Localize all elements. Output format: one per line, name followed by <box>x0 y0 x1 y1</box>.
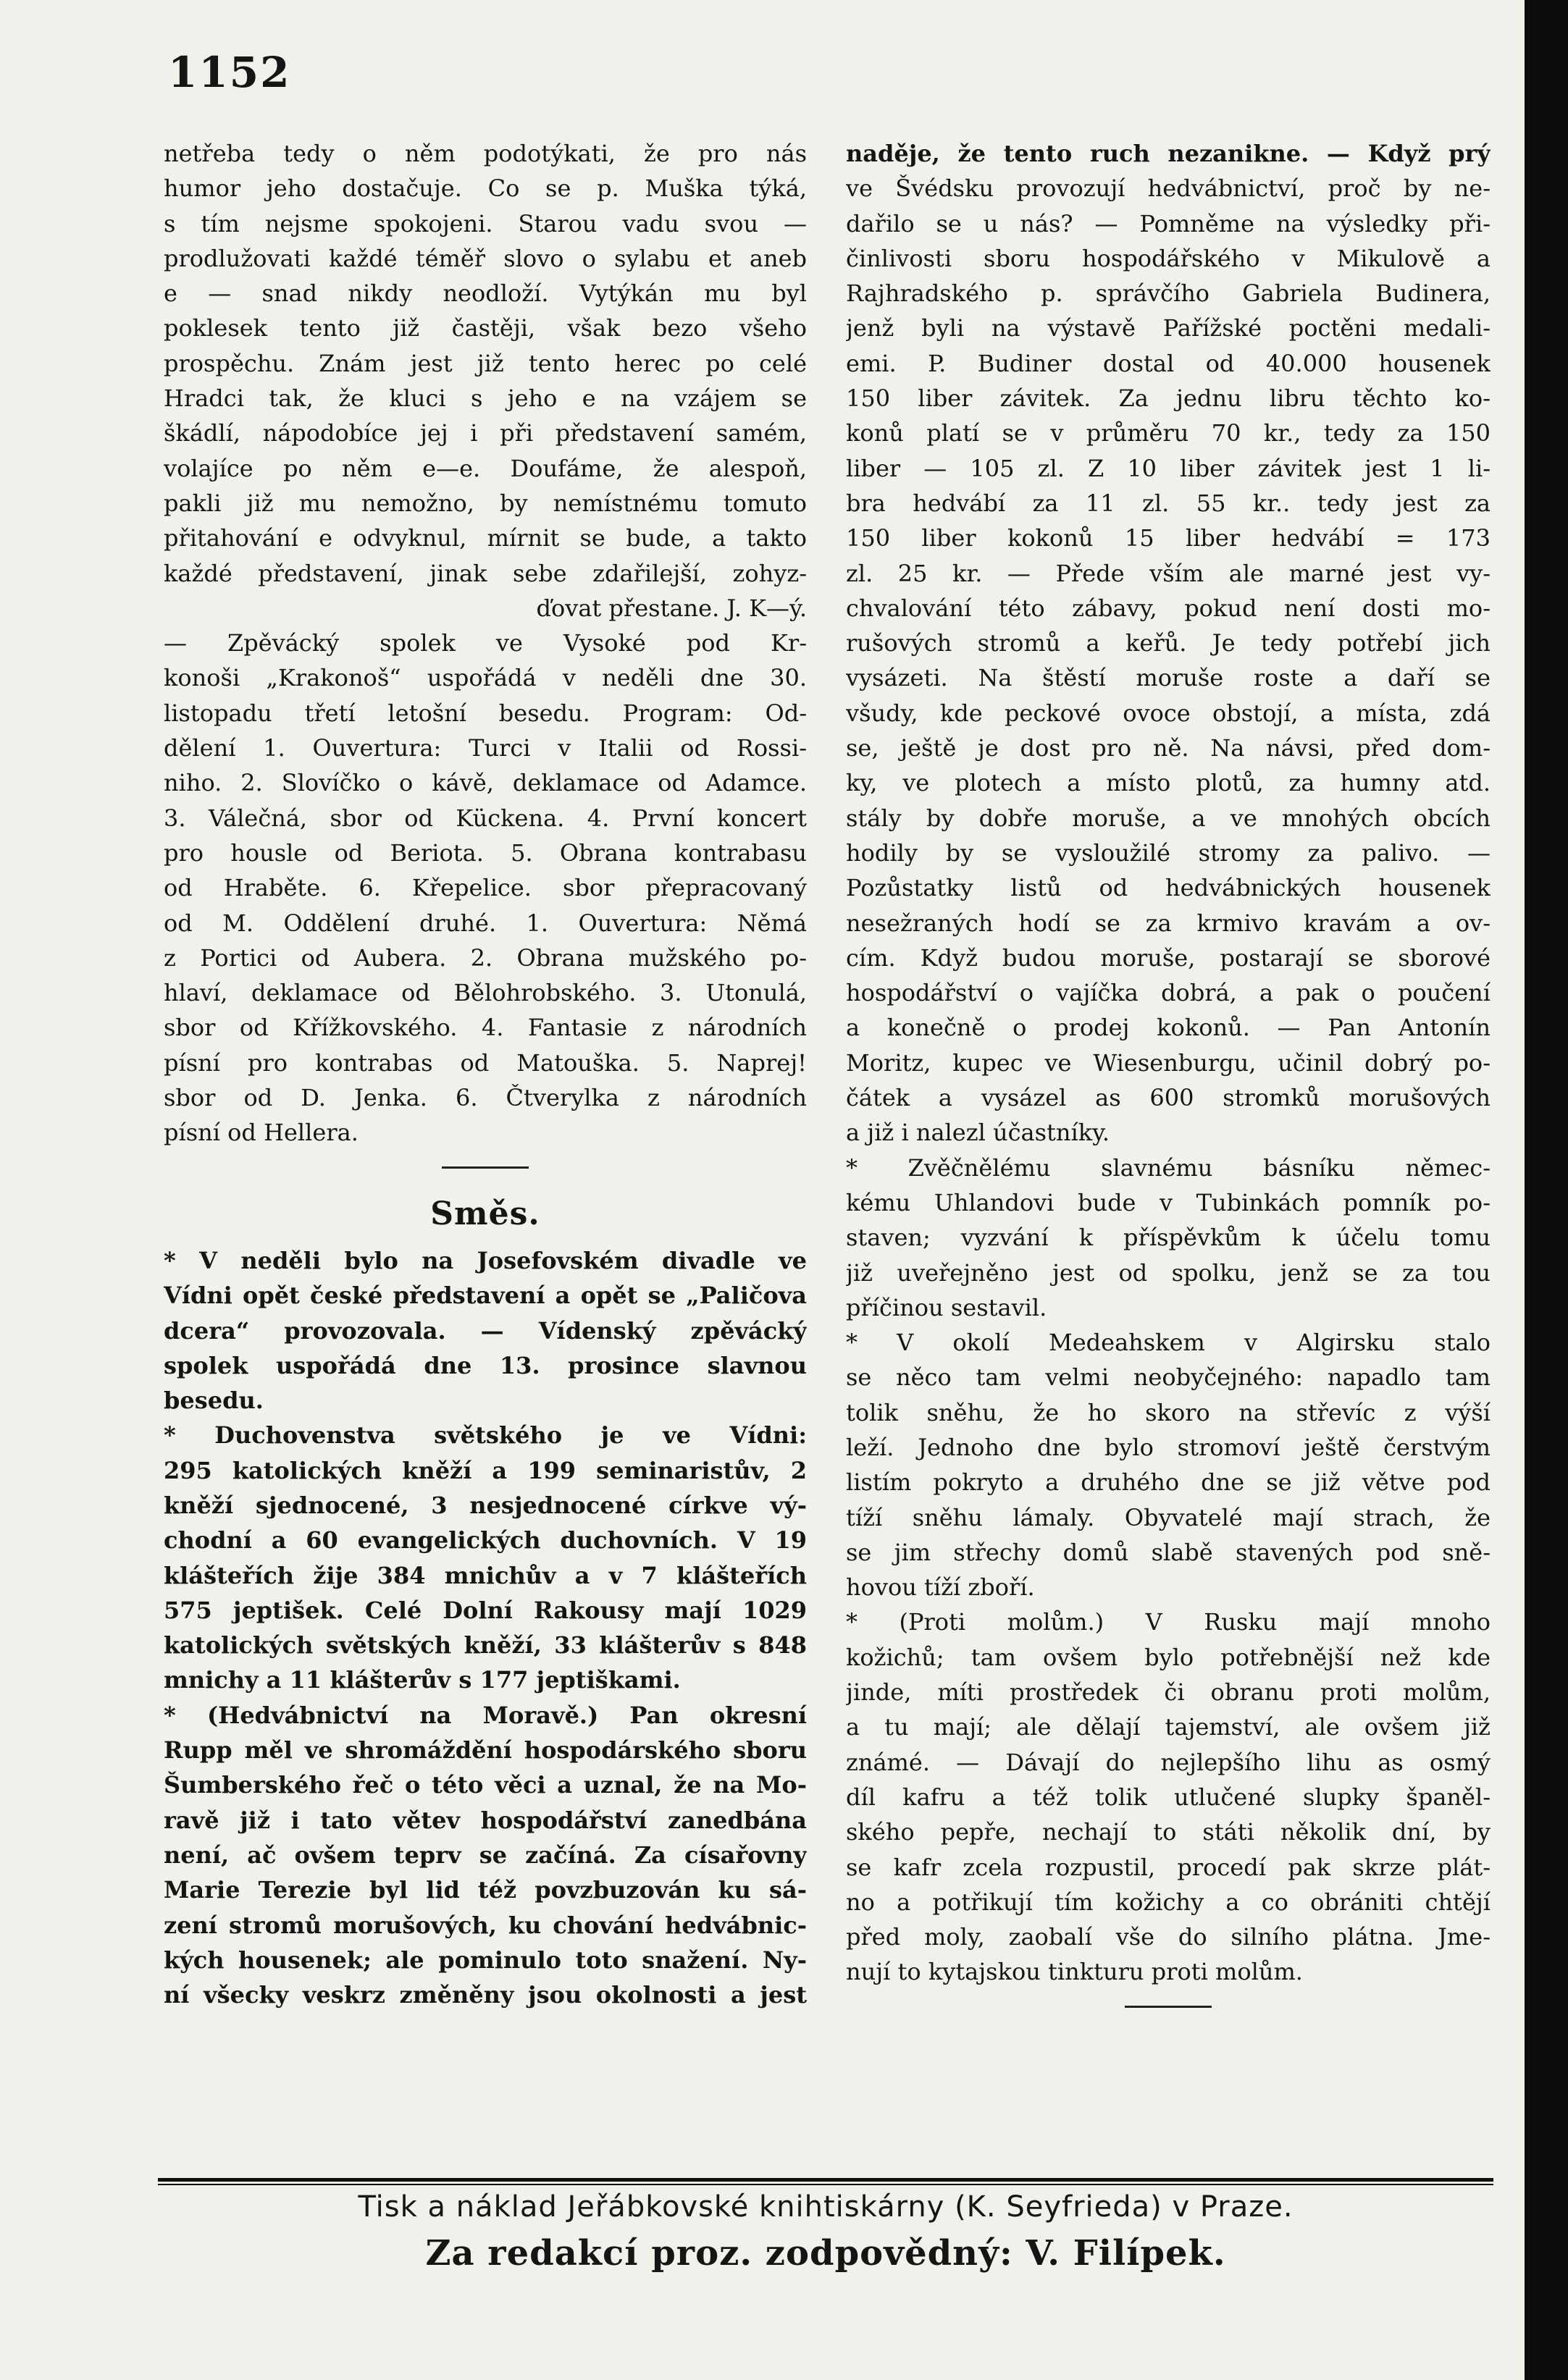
left-column-part-1 <box>164 136 807 1151</box>
text-line: prospěchu. Znám jest již tento herec po celé <box>164 349 807 377</box>
separator-rule <box>164 1151 807 1185</box>
text-line: kněží sjednocené, 3 nesjednocené církve vý- <box>164 1491 807 1519</box>
text-line: hovou tíží zboří. <box>846 1573 1035 1602</box>
scan-edge <box>1525 0 1568 2380</box>
text-line: známé. — Dávají do nejlepšího lihu as osmý <box>846 1748 1491 1776</box>
text-line: Marie Terezie byl lid též povzbuzován ku sá- <box>164 1876 807 1904</box>
end-separator-rule <box>846 1990 1491 2024</box>
text-line: hospodářství o vajíčka dobrá, a pak o poučení <box>846 979 1491 1007</box>
text-line: leží. Jednoho dne bylo stromoví ještě čerstvým <box>846 1433 1491 1461</box>
text-line: písní pro kontrabas od Matouška. 5. Naprej! <box>164 1048 807 1077</box>
text-line: netřeba tedy o něm podotýkati, že pro nás <box>164 140 807 167</box>
text-line: spolek uspořádá dne 13. prosince slavnou <box>164 1351 807 1379</box>
text-line: činlivosti sboru hospodářského v Mikulově a <box>846 244 1491 272</box>
text-line: ní všecky veskrz změněny jsou okolnosti a jest <box>164 1981 807 2009</box>
text-line: kému Uhlandovi bude v Tubinkách pomník po- <box>846 1188 1491 1216</box>
section-heading: Směs. <box>430 1195 540 1232</box>
text-line: Hradci tak, že kluci s jeho e na vzájem se <box>164 384 807 413</box>
text-line: * Duchovenstva světského je ve Vídni: <box>164 1421 807 1450</box>
text-line: 150 liber kokonů 15 liber hedvábí = 173 <box>846 524 1491 552</box>
text-line: * V neděli bylo na Josefovském divadle ve <box>164 1246 807 1274</box>
text-line: 295 katolických kněží a 199 seminaristův, 2 <box>164 1456 807 1484</box>
footer-rule-thin <box>158 2184 1493 2185</box>
text-line: vysázeti. Na štěstí moruše roste a daří se <box>846 664 1491 692</box>
text-line: hlaví, deklamace od Bělohrobského. 3. Utonulá, <box>164 979 807 1007</box>
page-number: 1152 <box>168 48 291 97</box>
text-line: listopadu třetí letošní besedu. Program: Od- <box>164 699 807 727</box>
text-line: * V okolí Medeahskem v Algirsku stalo <box>846 1329 1491 1357</box>
text-line: e — snad nikdy neodloží. Vytýkán mu byl <box>164 279 807 308</box>
text-line: nují to kytajskou tinkturu proti molům. <box>846 1958 1303 1986</box>
text-line: chodní a 60 evangelických duchovních. V 19 <box>164 1526 807 1555</box>
right-column <box>846 136 1491 2024</box>
text-line: škádlí, nápodobíce jej i při představení samém, <box>164 419 807 447</box>
text-line: rušových stromů a keřů. Je tedy potřebí jich <box>846 629 1491 657</box>
text-line: a konečně o prodej kokonů. — Pan Antonín <box>846 1014 1491 1042</box>
text-line: katolických světských kněží, 33 klášterův s 848 <box>164 1631 807 1660</box>
text-line: emi. P. Budiner dostal od 40.000 housenek <box>846 349 1491 377</box>
text-line: tíží sněhu lámaly. Obyvatelé mají strach, že <box>846 1503 1491 1531</box>
text-line: jinde, míti prostředek či obranu proti molům, <box>846 1678 1491 1707</box>
text-line: díl kafru a též tolik utlučené slupky španěl- <box>846 1783 1491 1811</box>
text-line: mnichy a 11 klášterův s 177 jeptiškami. <box>164 1666 681 1694</box>
text-line: tolik sněhu, že ho skoro na střevíc z výší <box>846 1398 1491 1426</box>
text-line: od Hraběte. 6. Křepelice. sbor přepracovaný <box>164 874 807 902</box>
text-line: staven; vyzvání k příspěvkům k účelu tomu <box>846 1224 1491 1252</box>
text-line: chvalování této zábavy, pokud není dosti mo- <box>846 594 1491 622</box>
text-line: písní od Hellera. <box>164 1119 359 1147</box>
text-line: příčinou sestavil. <box>846 1293 1047 1321</box>
text-line: Šumberského řeč o této věci a uznal, že na Mo- <box>164 1771 807 1799</box>
text-line: listím pokryto a druhého dne se již větve pod <box>846 1468 1491 1497</box>
text-line: dcera“ provozovala. — Vídenský zpěvácký <box>164 1316 807 1345</box>
text-line: Rajhradského p. správčího Gabriela Budinera, <box>846 279 1491 308</box>
text-line: se jim střechy domů slabě stavených pod sně- <box>846 1538 1491 1566</box>
text-line: Rupp měl ve shromáždění hospodárského sboru <box>164 1736 807 1765</box>
text-line: bra hedvábí za 11 zl. 55 kr.. tedy jest za <box>846 489 1491 517</box>
text-line: se něco tam velmi neobyčejného: napadlo tam <box>846 1363 1491 1392</box>
text-line: konů platí se v průměru 70 kr., tedy za 150 <box>846 419 1491 447</box>
text-line: ky, ve plotech a místo plotů, za humny atd. <box>846 769 1491 797</box>
text-line: cím. Když budou moruše, postarají se sborové <box>846 943 1491 972</box>
text-line: všudy, kde peckové ovoce obstojí, a místa, zdá <box>846 699 1491 727</box>
text-line: naděje, že tento ruch nezanikne. — Když prý <box>846 140 1491 167</box>
text-line: od M. Oddělení druhé. 1. Ouvertura: Němá <box>164 909 807 937</box>
text-line: z Portici od Aubera. 2. Obrana mužského po- <box>164 943 807 972</box>
right-column-text <box>846 136 1491 1990</box>
text-line: poklesek tento již častěji, však bezo všeho <box>164 314 807 342</box>
text-line: zl. 25 kr. — Přede vším ale marné jest vy- <box>846 559 1491 587</box>
text-line: pakli již mu nemožno, by nemístnému tomuto <box>164 489 807 517</box>
imprint-editor: Za redakcí proz. zodpovědný: V. Filípek. <box>425 2233 1226 2274</box>
text-line: ve Švédsku provozují hedvábnictví, proč by ne- <box>846 174 1491 203</box>
text-line: Moritz, kupec ve Wiesenburgu, učinil dobrý po- <box>846 1048 1491 1077</box>
text-line: prodlužovati každé téměř slovo o sylabu et aneb <box>164 244 807 272</box>
text-line: dělení 1. Ouvertura: Turci v Italii od Rossi- <box>164 734 807 762</box>
text-line: 150 liber závitek. Za jednu libru těchto ko- <box>846 384 1491 413</box>
text-line: sbor od Křížkovského. 4. Fantasie z národních <box>164 1014 807 1042</box>
text-line: zení stromů morušových, ku chování hedvábnic- <box>164 1911 807 1939</box>
text-line: se kafr zcela rozpustil, procedí pak skrze plát- <box>846 1853 1491 1881</box>
left-column <box>164 136 807 2012</box>
text-line: každé představení, jinak sebe zdařilejší, zohyz- <box>164 559 807 587</box>
text-line: kých housenek; ale pominulo toto snažení. Ny- <box>164 1946 807 1974</box>
text-line: již uveřejněno jest od spolku, jenž se za tou <box>846 1258 1491 1287</box>
text-line: * Zvěčnělému slavnému básníku němec- <box>846 1153 1491 1182</box>
text-line: — Zpěvácký spolek ve Vysoké pod Kr- <box>164 629 807 657</box>
text-line: liber — 105 zl. Z 10 liber závitek jest 1 li- <box>846 454 1491 482</box>
imprint-printer: Tisk a náklad Jeřábkovské knihtiskárny (K. Seyfrieda) v Praze. <box>358 2190 1294 2224</box>
text-line: humor jeho dostačuje. Co se p. Muška týká, <box>164 174 807 203</box>
text-line: Vídni opět české představení a opět se „Paličova <box>164 1282 807 1310</box>
text-line: besedu. <box>164 1387 264 1415</box>
left-column-part-2 <box>164 1243 807 2013</box>
text-line: Pozůstatky listů od hedvábnických housenek <box>846 874 1491 902</box>
text-line: s tím nejsme spokojeni. Starou vadu svou — <box>164 209 807 237</box>
text-line: před moly, zaobalí vše do silního plátna. Jme- <box>846 1923 1491 1951</box>
text-line: ravě již i tato větev hospodářství zanedbána <box>164 1806 807 1834</box>
text-line: se, ještě je dost pro ně. Na návsi, před dom- <box>846 734 1491 762</box>
text-line: nesežraných hodí se za krmivo kravám a ov- <box>846 909 1491 937</box>
text-line: niho. 2. Slovíčko o kávě, deklamace od Adamce. <box>164 769 807 797</box>
text-line: přitahování e odvyknul, mírnit se bude, a takto <box>164 524 807 552</box>
text-line: stály by dobře moruše, a ve mnohých obcích <box>846 804 1491 832</box>
text-line: ského pepře, nechají to státi několik dní, by <box>846 1818 1491 1846</box>
text-line: a již i nalezl účastníky. <box>846 1119 1110 1147</box>
text-line: čátek a vysázel as 600 stromků morušových <box>846 1084 1491 1112</box>
text-line: hodily by se vysloužilé stromy za palivo. — <box>846 838 1491 867</box>
text-line: dařilo se u nás? — Pomněme na výsledky při- <box>846 209 1491 237</box>
text-line: kožichů; tam ovšem bylo potřebnější než kde <box>846 1643 1491 1671</box>
text-line: volajíce po něm e—e. Doufáme, že alespoň, <box>164 454 807 482</box>
text-line: a tu mají; ale dělají tajemství, ale ovšem již <box>846 1713 1491 1741</box>
text-line: no a potřikují tím kožichy a co obrániti chtějí <box>846 1888 1491 1916</box>
text-line: ďovat přestane. J. K—ý. <box>536 594 807 622</box>
text-line: jenž byli na výstavě Pařížské poctěni medali- <box>846 314 1491 342</box>
text-line: klášteřích žije 384 mnichův a v 7 klášteřích <box>164 1561 807 1589</box>
text-line: není, ač ovšem teprv se začíná. Za císařovny <box>164 1841 807 1869</box>
text-line: sbor od D. Jenka. 6. Čtverylka z národních <box>164 1084 807 1112</box>
text-line: * (Hedvábnictví na Moravě.) Pan okresní <box>164 1701 807 1729</box>
footer-rule-thick <box>158 2178 1493 2182</box>
text-line: * (Proti molům.) V Rusku mají mnoho <box>846 1608 1491 1636</box>
text-line: 3. Válečná, sbor od Kückena. 4. První koncert <box>164 804 807 832</box>
text-line: 575 jeptišek. Celé Dolní Rakousy mají 1029 <box>164 1596 807 1624</box>
text-line: konoši „Krakonoš“ uspořádá v neděli dne 30. <box>164 664 807 692</box>
text-line: pro housle od Beriota. 5. Obrana kontrabasu <box>164 838 807 867</box>
